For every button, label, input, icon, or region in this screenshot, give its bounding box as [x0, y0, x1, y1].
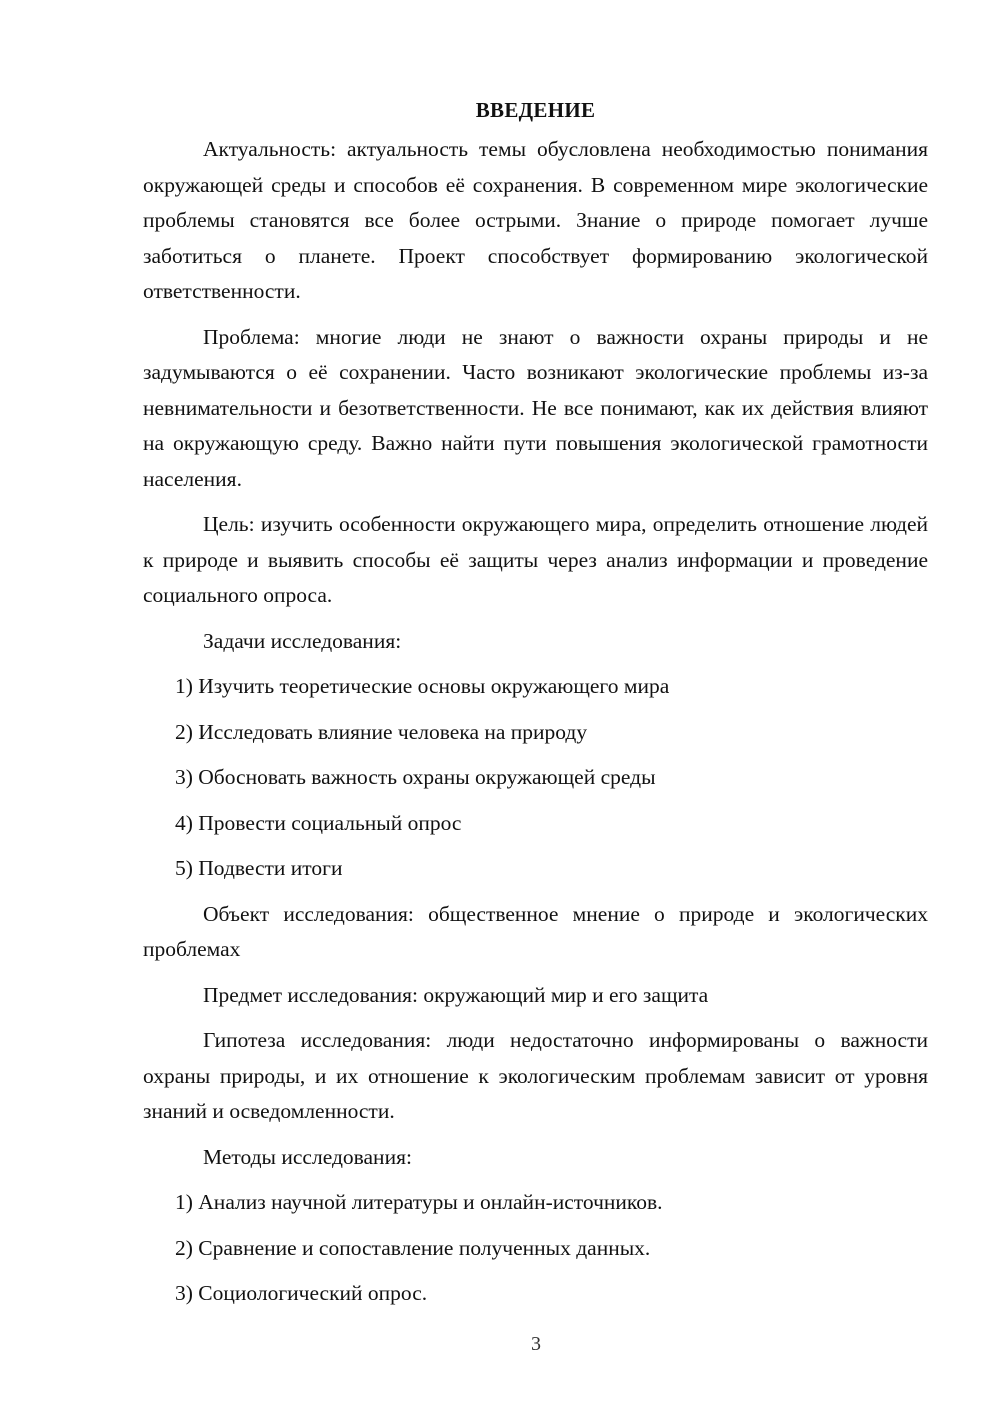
task-item: 5) Подвести итоги: [175, 856, 343, 880]
document-page: [143, 92, 928, 1322]
task-item: 2) Исследовать влияние человека на природу: [175, 719, 588, 744]
relevance-paragraph: Актуальность: актуальность темы обусловлена необходимостью понимания окружающей среды и способов её сохранения. В современном мире экологические проблемы становятся все более острыми. Знание о природе помогает лучше заботиться о планете. Проект способствует формированию экологической ответственности.: [143, 137, 928, 303]
page-title: ВВЕДЕНИЕ: [475, 98, 596, 122]
method-item: 3) Социологический опрос.: [175, 1281, 428, 1305]
goal-paragraph: Цель: изучить особенности окружающего мира, определить отношение людей к природе и выявить способы её защиты через анализ информации и проведение социального опроса.: [143, 512, 928, 607]
method-item: 2) Сравнение и сопоставление полученных данных.: [175, 1235, 651, 1260]
tasks-heading: Задачи исследования:: [203, 628, 402, 653]
methods-heading: Методы исследования:: [203, 1144, 412, 1169]
task-item: 3) Обосновать важность охраны окружающей среды: [175, 765, 656, 789]
task-item: 1) Изучить теоретические основы окружающего мира: [175, 674, 670, 698]
subject-paragraph: Предмет исследования: окружающий мир и его защита: [203, 982, 709, 1007]
hypothesis-paragraph: Гипотеза исследования: люди недостаточно информированы о важности охраны природы, и их отношение к экологическим проблемам зависит от уровня знаний и осведомленности.: [143, 1028, 928, 1123]
method-item: 1) Анализ научной литературы и онлайн-источников.: [175, 1190, 663, 1214]
problem-paragraph: Проблема: многие люди не знают о важности охраны природы и не задумываются о её сохранении. Часто возникают экологические проблемы из-за невнимательности и безответственности. Не все понимают, как их действия влияют на окружающую среду. Важно найти пути повышения экологической грамотности населения.: [143, 324, 928, 491]
object-paragraph: Объект исследования: общественное мнение о природе и экологических проблемах: [143, 901, 928, 961]
page-number: 3: [531, 1333, 541, 1355]
task-item: 4) Провести социальный опрос: [175, 810, 462, 835]
